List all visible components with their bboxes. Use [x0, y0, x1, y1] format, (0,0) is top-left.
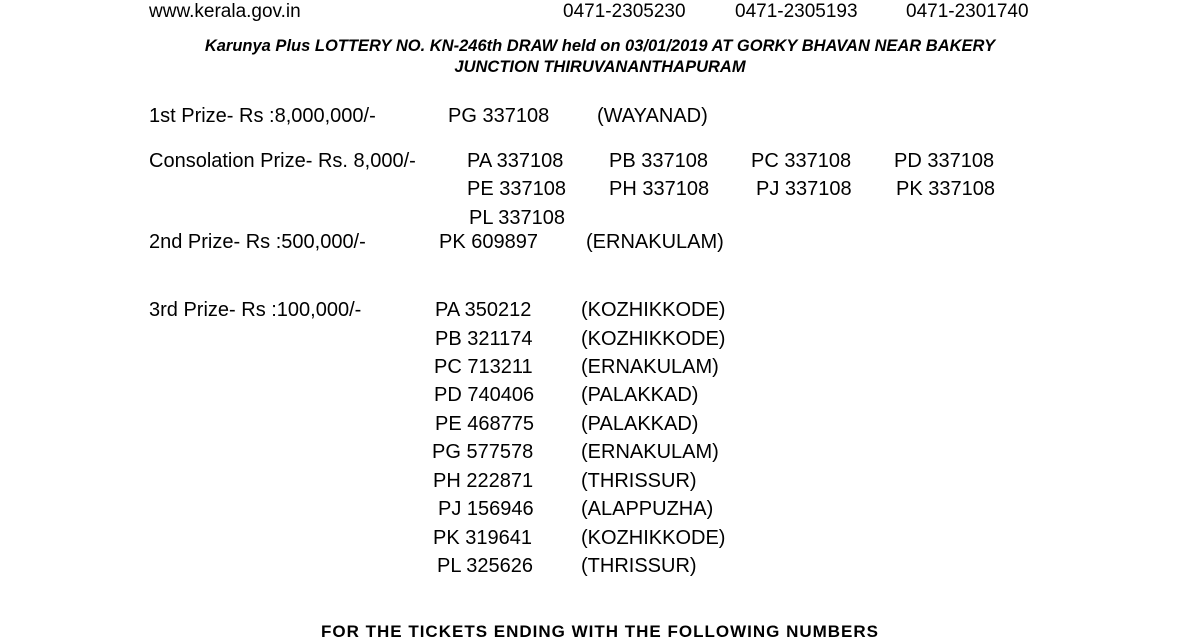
consolation-ticket: PH 337108: [609, 178, 710, 200]
third-prize-place: (THRISSUR): [581, 555, 697, 577]
third-prize-place: (THRISSUR): [581, 470, 697, 492]
third-prize-ticket: PL 325626: [437, 555, 534, 577]
consolation-ticket: PE 337108: [467, 178, 566, 200]
third-prize-place: (ERNAKULAM): [581, 356, 719, 378]
phone-number-2: 0471-2305193: [735, 1, 858, 22]
consolation-ticket: PK 337108: [896, 178, 995, 200]
draw-title: [0, 36, 1200, 78]
third-prize-ticket: PH 222871: [433, 470, 534, 492]
third-prize-ticket: PB 321174: [435, 328, 533, 350]
third-prize-ticket: PJ 156946: [438, 498, 534, 520]
draw-title-line-2: JUNCTION THIRUVANANTHAPURAM: [454, 58, 746, 76]
third-prize-place: (KOZHIKKODE): [581, 527, 726, 549]
second-prize-label: 2nd Prize- Rs :500,000/-: [149, 231, 366, 253]
third-prize-ticket: PK 319641: [433, 527, 532, 549]
second-prize-ticket: PK 609897: [439, 231, 538, 253]
consolation-ticket: PB 337108: [609, 150, 708, 172]
consolation-ticket: PD 337108: [894, 150, 995, 172]
consolation-ticket: PJ 337108: [756, 178, 852, 200]
third-prize-ticket: PE 468775: [435, 413, 534, 435]
consolation-ticket: PC 337108: [751, 150, 852, 172]
second-prize-place: (ERNAKULAM): [586, 231, 724, 253]
first-prize-place: (WAYANAD): [597, 105, 708, 127]
consolation-ticket: PA 337108: [467, 150, 564, 172]
third-prize-place: (KOZHIKKODE): [581, 328, 726, 350]
website-link[interactable]: www.kerala.gov.in: [149, 1, 301, 22]
third-prize-place: (ERNAKULAM): [581, 441, 719, 463]
phone-number-3: 0471-2301740: [906, 1, 1029, 22]
first-prize-ticket: PG 337108: [448, 105, 550, 127]
third-prize-place: (PALAKKAD): [581, 413, 699, 435]
third-prize-ticket: PA 350212: [435, 299, 532, 321]
draw-title-line-1: Karunya Plus LOTTERY NO. KN-246th DRAW held on 03/01/2019 AT GORKY BHAVAN NEAR BAKERY: [204, 37, 996, 55]
phone-number-1: 0471-2305230: [563, 1, 686, 22]
third-prize-ticket: PG 577578: [432, 441, 534, 463]
consolation-prize-label: Consolation Prize- Rs. 8,000/-: [149, 150, 416, 172]
third-prize-place: (KOZHIKKODE): [581, 299, 726, 321]
third-prize-ticket: PD 740406: [434, 384, 535, 406]
third-prize-place: (PALAKKAD): [581, 384, 699, 406]
third-prize-place: (ALAPPUZHA): [581, 498, 714, 520]
ending-numbers-heading: FOR THE TICKETS ENDING WITH THE FOLLOWING NUMBERS: [320, 622, 880, 641]
third-prize-ticket: PC 713211: [434, 356, 533, 378]
third-prize-label: 3rd Prize- Rs :100,000/-: [149, 299, 362, 321]
consolation-ticket: PL 337108: [469, 207, 566, 229]
first-prize-label: 1st Prize- Rs :8,000,000/-: [149, 105, 376, 127]
